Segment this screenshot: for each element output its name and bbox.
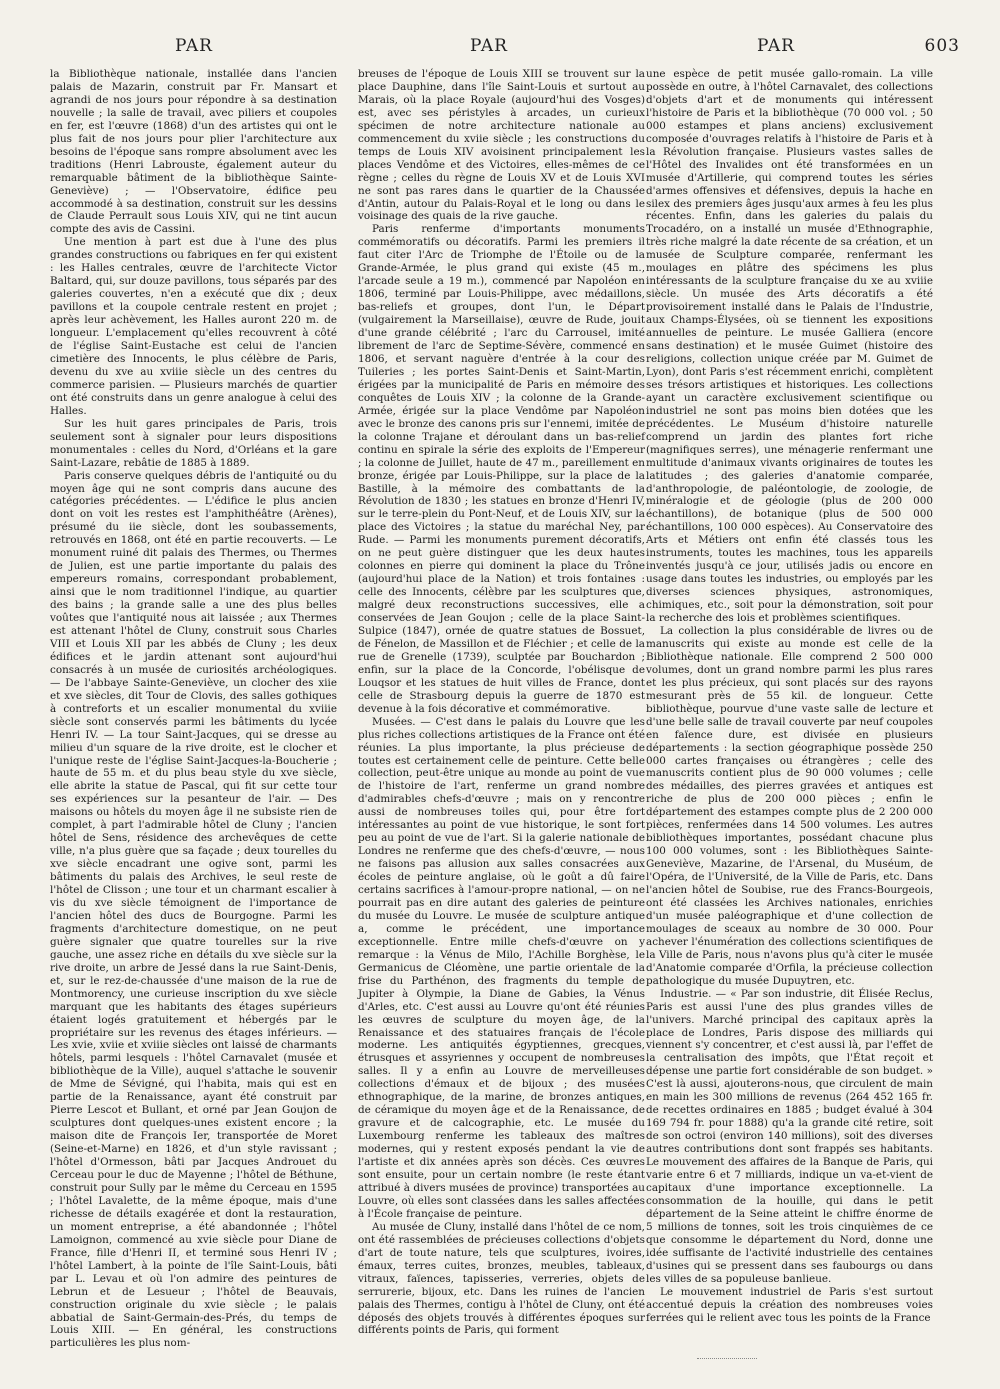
paragraph: Industrie. — « Par son industrie, dit Élisée Reclus, Paris est aussi l'une des plus grandes villes de l'univers. Marché principal des capitaux après la place de Londres, Paris dispose des milliards qui viennent s'y concentrer, et c'est aussi là, par l'effet de la centralisation des impôts, que l'État reçoit et dépense une partie fort considérable de son budget. » C'est là aussi, ajouterons-nous, que circulent de main en main les 300 millions de revenus (264 452 165 fr. de recettes ordinaires en 1885 ; budget évalué à 304 169 794 fr. pour 1888) qu'a la grande cité retire, soit de son octroi (environ 140 millions), soit des diverses autres contributions dont sont frappés ses habitants. Le mouvement des affaires de la Banque de Paris, qui varie entre 6 et 7 milliards, indique un va-et-vient de capitaux d'une importance exceptionnelle. La consommation de la houille, qui dans le petit département de la Seine atteint le chiffre énorme de 5 millions de tonnes, soit les trois cinquièmes de ce que consomme le département du Nord, donne une idée suffisante de l'activité industrielle des centaines d'usines qui se pressent dans ses faubourgs ou dans les villes de sa populeuse banlieue.: [646, 987, 933, 1285]
page-header: [40, 36, 960, 62]
column-2: [358, 68, 645, 1337]
paragraph: une espèce de petit musée gallo-romain. La ville possède en outre, à l'hôtel Carnavalet, des collections d'objets d'art et de monuments qui intéressent l'histoire de Paris et la bibliothèque (70 000 vol. ; 50 000 estampes et plans anciens) exclusivement composée d'ouvrages relatifs à l'histoire de Paris et à la Révolution française. Plusieurs vastes salles de l'Hôtel des Invalides ont été transformées en un musée d'Artillerie, qui comprend toutes les séries d'armes offensives et défensives, depuis la hache en silex des premiers âges jusqu'aux armes à feu les plus récentes. Enfin, dans les galeries du palais du Trocadéro, on a installé un musée d'Ethnographie, très riche malgré la date récente de sa création, et un musée de Sculpture comparée, renfermant les moulages en plâtre des spécimens les plus intéressants de la sculpture française du xe au xviiie siècle. Un musée des Arts décoratifs a été provisoirement installé dans le Palais de l'Industrie, aux Champs-Élysées, où se tiennent les expositions annuelles de peinture. Le musée Galliera (encore sans destination) et le musée Guimet (histoire des religions, collection unique créée par M. Guimet de Lyon), dont Paris s'est récemment enrichi, complètent ses trésors artistiques et historiques. Les collections ayant un caractère exclusivement scientifique ou industriel ne sont pas moins bien dotées que les précédentes. Le Muséum d'histoire naturelle comprend un jardin des plantes fort riche (magnifiques serres), une ménagerie renfermant une multitude d'animaux vivants originaires de toutes les latitudes ; des galeries d'anatomie comparée, d'anthropologie, de paléontologie, de zoologie, de minéralogie et de géologie (plus de 200 000 échantillons), de botanique (plus de 500 000 échantillons, 100 000 espèces). Au Conservatoire des Arts et Métiers ont enfin été classés tous les instruments, toutes les machines, tous les appareils inventés jusqu'à ce jour, utilisés jadis ou encore en usage dans toutes les industries, ou employés par les diverses sciences physiques, astronomiques, chimiques, etc., soit pour la démonstration, soit pour la recherche des lois et problèmes scientifiques.: [646, 68, 933, 625]
page-number: 603: [924, 36, 960, 56]
column-3: [646, 68, 933, 1324]
paragraph: Sur les huit gares principales de Paris, trois seulement sont à signaler pour leurs dispositions monumentales : celles du Nord, d'Orléans et la gare Saint-Lazare, rebâtie de 1885 à 1889.: [50, 417, 337, 469]
column-1: [50, 68, 337, 1350]
paragraph: Au musée de Cluny, installé dans l'hôtel de ce nom, ont été rassemblées de précieuses collections d'objets d'art de toute nature, tels que sculptures, ivoires, émaux, terres cuites, bronzes, meubles, tableaux, vitraux, faïences, tapisseries, verreries, objets de serrurerie, bijoux, etc. Dans les ruines de l'ancien palais des Thermes, contigu à l'hôtel de Cluny, ont été déposés des objets trouvés à différentes époques sur différents points de Paris, qui forment: [358, 1220, 645, 1337]
paragraph: breuses de l'époque de Louis XIII se trouvent sur la place Dauphine, dans l'île Saint-Louis et surtout au Marais, où la place Royale (aujourd'hui des Vosges) est, avec ses péristyles à arcades, un curieux spécimen de notre architecture nationale au commencement du xviie siècle ; les constructions du temps de Louis XIV avoisinent principalement les places Vendôme et des Victoires, elles-mêmes de ce règne ; celles du règne de Louis XV et de Louis XVI ne sont pas rares dans le quartier de la Chaussée d'Antin, autour du Palais-Royal et le long ou dans le voisinage des quais de la rive gauche.: [358, 68, 645, 223]
running-head-center: PAR: [470, 36, 508, 56]
paragraph: Paris conserve quelques débris de l'antiquité ou du moyen âge qui ne sont compris dans aucune des catégories précédentes. — L'édifice le plus ancien dont on voit les restes est l'amphithéâtre (Arènes), présumé du iie siècle, dont les soubassements, retrouvés en 1868, ont été en partie recouverts. — Le monument ruiné dit palais des Thermes, ou Thermes de Julien, est une partie importante du palais des empereurs romains, correspondant probablement, ainsi que le nom traditionnel l'indique, au quartier des bains ; la grande salle a une des plus belles voûtes que l'antiquité nous ait laissée ; aux Thermes est attenant l'hôtel de Cluny, construit sous Charles VIII et Louis XII par les abbés de Cluny ; les deux édifices et le jardin attenant sont aujourd'hui consacrés à un musée de curiosités archéologiques. — De l'abbaye Sainte-Geneviève, un clocher des xiie et xve siècles, dit Tour de Clovis, des salles gothiques à contreforts et un escalier monumental du xviiie siècle sont conservés parmi les bâtiments du lycée Henri IV. — La tour Saint-Jacques, qui se dresse au milieu d'un square de la rive droite, est le clocher et l'unique reste de l'église Saint-Jacques-la-Boucherie ; haute de 55 m. et du plus beau style du xve siècle, elle abrite la statue de Pascal, qui fit sur cette tour ses expériences sur la pesanteur de l'air. — Des maisons ou hôtels du moyen âge il ne subsiste rien de complet, à part l'admirable hôtel de Cluny ; l'ancien hôtel de Sens, résidence des archevêques de cette ville, n'a plus guère que sa façade ; deux tourelles du xve siècle encadrant une ogive sont, parmi les bâtiments du palais des Archives, le seul reste de l'hôtel de Clisson ; une tour et un charmant escalier à vis du xve siècle témoignent de l'importance de l'ancien hôtel des ducs de Bourgogne. Parmi les fragments d'architecture domestique, on ne peut guère signaler que quatre tourelles sur la rive gauche, une assez riche en détails du xve siècle sur la rive droite, un arbre de Jessé dans la rue Saint-Denis, et, sur le rez-de-chaussée d'une maison de la rue de Montmorency, une curieuse inscription du xve siècle marquant que les habitants des étages supérieurs étaient logés gratuitement et hébergés par le propriétaire sur les revenus des étages inférieurs. — Les xvie, xviie et xviiie siècles ont laissé de charmants hôtels, parmi lesquels : l'hôtel Carnavalet (musée et bibliothèque de la Ville), auquel s'attache le souvenir de Mme de Sévigné, qui l'habita, mais qui est en partie de la Renaissance, ayant été construit par Pierre Lescot et Bullant, et orné par Jean Goujon de sculptures dont quelques-unes existent encore ; la maison dite de François Ier, transportée de Moret (Seine-et-Marne) en 1826, et d'un style ravissant ; l'hôtel d'Ormesson, bâti par Jacques Androuet du Cerceau pour le duc de Mayenne ; l'hôtel de Béthune, construit pour Sully par le même du Cerceau en 1595 ; l'hôtel Lavalette, de la même époque, mais d'une richesse de détails exagérée et dont la restauration, un moment entreprise, a été abandonnée ; l'hôtel Lamoignon, commencé au xvie siècle pour Diane de France, fille d'Henri II, et terminé sous Henri IV ; l'hôtel Lambert, à la pointe de l'île Saint-Louis, bâti par L. Levau et où l'on admire des peintures de Lebrun et de Lesueur ; l'hôtel de Beauvais, construction originale du xvie siècle ; le palais abbatial de Saint-Germain-des-Prés, du temps de Louis XIII. — En général, les constructions particulières les plus nom-: [50, 469, 337, 1350]
paragraph: la Bibliothèque nationale, installée dans l'ancien palais de Mazarin, construit par Fr. Mansart et agrandi de nos jours pour répondre à sa destination nouvelle ; la salle de travail, avec piliers et coupoles en fer, est l'œuvre (1868) d'un des artistes qui ont le plus fait de nos jours pour plier l'architecture aux besoins de l'époque sans rompre absolument avec les traditions (Henri Labrouste, également auteur du remarquable bâtiment de la bibliothèque Sainte-Geneviève) ; — l'Observatoire, édifice peu accommodé à sa destination, construit sur les dessins de Claude Perrault sous Louis XIV, qui ne tint aucun compte des avis de Cassini.: [50, 68, 337, 236]
paragraph: Musées. — C'est dans le palais du Louvre que les plus riches collections artistiques de la France ont été réunies. La plus importante, la plus précieuse de toutes est certainement celle de peinture. Cette belle collection, peut-être unique au monde au point de vue de l'histoire de l'art, renferme un grand nombre d'admirables chefs-d'œuvre ; mais on y rencontre aussi de nombreuses toiles qui, pour être fort intéressantes au point de vue historique, le sont fort peu au point de vue de l'art. Si la galerie nationale de Londres ne renferme que des chefs-d'œuvre, — nous ne faisons pas allusion aux salles consacrées aux écoles de peinture anglaise, où le goût a dû faire certains sacrifices à l'amour-propre national, — on ne pourrait pas en dire autant des galeries de peinture du musée du Louvre. Le musée de sculpture antique a, comme le précédent, une importance exceptionnelle. Entre mille chefs-d'œuvre on y remarque : la Vénus de Milo, l'Achille Borghèse, le Germanicus de Cléomène, une partie orientale de la frise du Parthénon, des fragments du temple de Jupiter à Olympie, la Diane de Gabies, la Vénus d'Arles, etc. C'est aussi au Louvre qu'ont été réunies les œuvres de sculpture du moyen âge, de la Renaissance et des statuaires français de l'école moderne. Les antiquités égyptiennes, grecques, étrusques et assyriennes y occupent de nombreuses salles. Il y a enfin au Louvre de merveilleuses collections d'émaux et de bijoux ; des musées ethnographique, de la marine, de bronzes antiques, de céramique du moyen âge et de la Renaissance, de gravure et de calcographie, etc. Le musée du Luxembourg renferme les tableaux des maîtres modernes, qui y restent exposés pendant la vie de l'artiste et dix années après son décès. Ces œuvres sont ensuite, pour un certain nombre (le reste étant attribué à divers musées de province) transportées au Louvre, où elles sont classées dans les salles affectées à l'École française de peinture.: [358, 715, 645, 1220]
paragraph: Une mention à part est due à l'une des plus grandes constructions ou fabriques en fer qui existent : les Halles centrales, œuvre de l'architecte Victor Baltard, qui, sur douze pavillons, tous séparés par des galeries couvertes, n'en a exécuté que dix ; deux pavillons et la coupole centrale restent en projet ; après leur achèvement, les Halles auront 220 m. de longueur. L'emplacement qu'elles recouvrent à côté de l'église Saint-Eustache est celui de l'ancien cimetière des Innocents, le plus célèbre de Paris, devenu du xve au xviiie siècle un des centres du commerce parisien. — Plusieurs marchés de quartier ont été construits dans un genre analogue à celui des Halles.: [50, 236, 337, 417]
paragraph: Le mouvement industriel de Paris s'est surtout accentué depuis la création des nombreuses voies ferrées qui le relient avec tous les points de la France: [646, 1285, 933, 1324]
running-head-right: PAR: [757, 36, 795, 56]
paragraph: Paris renferme d'importants monuments commémoratifs ou décoratifs. Parmi les premiers il faut citer l'Arc de Triomphe de l'Étoile ou de la Grande-Armée, le plus grand qui existe (45 m., l'arcade seule a 19 m.), commencé par Napoléon en 1806, terminé par Louis-Philippe, avec médaillons, bas-reliefs et groupes, dont l'un, le Départ (vulgairement la Marseillaise), œuvre de Rude, jouit d'une grande célébrité ; l'arc du Carrousel, imité librement de l'arc de Septime-Sévère, commencé en 1806, et servant naguère d'entrée à la cour des Tuileries ; les portes Saint-Denis et Saint-Martin, érigées par la municipalité de Paris en mémoire des conquêtes de Louis XIV ; la colonne de la Grande-Armée, érigée sur la place Vendôme par Napoléon avec le bronze des canons pris sur l'ennemi, imitée de la colonne Trajane et déroulant dans un bas-relief continu en spirale la série des exploits de l'Empereur ; la colonne de Juillet, haute de 47 m., pareillement en bronze, érigée par Louis-Philippe, sur la place de la Bastille, à la mémoire des combattants de la Révolution de 1830 ; les statues en bronze d'Henri IV, sur le terre-plein du Pont-Neuf, et de Louis XIV, sur la place des Victoires ; la statue du maréchal Ney, par Rude. — Parmi les monuments purement décoratifs, on ne peut guère distinguer que les deux hautes colonnes en pierre qui dominent la place du Trône (aujourd'hui place de la Nation) et trois fontaines : celle des Innocents, célèbre par les sculptures que, malgré deux reconstructions successives, elle a conservées de Jean Goujon ; celle de la place Saint-Sulpice (1847), ornée de quatre statues de Bossuet, de Fénelon, de Massillon et de Fléchier ; et celle de la rue de Grenelle (1739), sculptée par Bouchardon ; enfin, sur la place de la Concorde, l'obélisque de Louqsor et les statues de huit villes de France, dont celle de Strasbourg depuis la guerre de 1870 est devenue à la fois décorative et commémorative.: [358, 223, 645, 715]
running-head-left: PAR: [175, 36, 213, 56]
paragraph: La collection la plus considérable de livres ou de manuscrits qui existe au monde est celle de la Bibliothèque nationale. Elle comprend 2 500 000 volumes, dont un grand nombre parmi les plus rares et les plus précieux, qui sont placés sur des rayons mesurant près de 55 kil. de longueur. Cette bibliothèque, pourvue d'une vaste salle de lecture et d'une belle salle de travail couverte par neuf coupoles en faïence dure, est divisée en plusieurs départements : la section géographique possède 250 000 cartes françaises ou étrangères ; celle des manuscrits contient plus de 90 000 volumes ; celle des médailles, des pierres gravées et antiques est riche de plus de 200 000 pièces ; enfin le département des estampes compte plus de 2 200 000 pièces, renfermées dans 14 500 volumes. Les autres bibliothèques importantes, possédant chacune plus 100 000 volumes, sont : les Bibliothèques Sainte-Geneviève, Mazarine, de l'Arsenal, du Muséum, de l'Opéra, de l'Université, de la Ville de Paris, etc. Dans l'ancien hôtel de Soubise, rue des Francs-Bourgeois, ont été classées les Archives nationales, enrichies d'un musée paléographique et d'une collection de moulages de sceaux au nombre de 30 000. Pour achever l'énumération des collections scientifiques de la Ville de Paris, nous n'avons plus qu'à citer le musée d'Anatomie comparée d'Orfila, la précieuse collection pathologique du musée Dupuytren, etc.: [646, 624, 933, 987]
footer-rule: [697, 1358, 757, 1361]
